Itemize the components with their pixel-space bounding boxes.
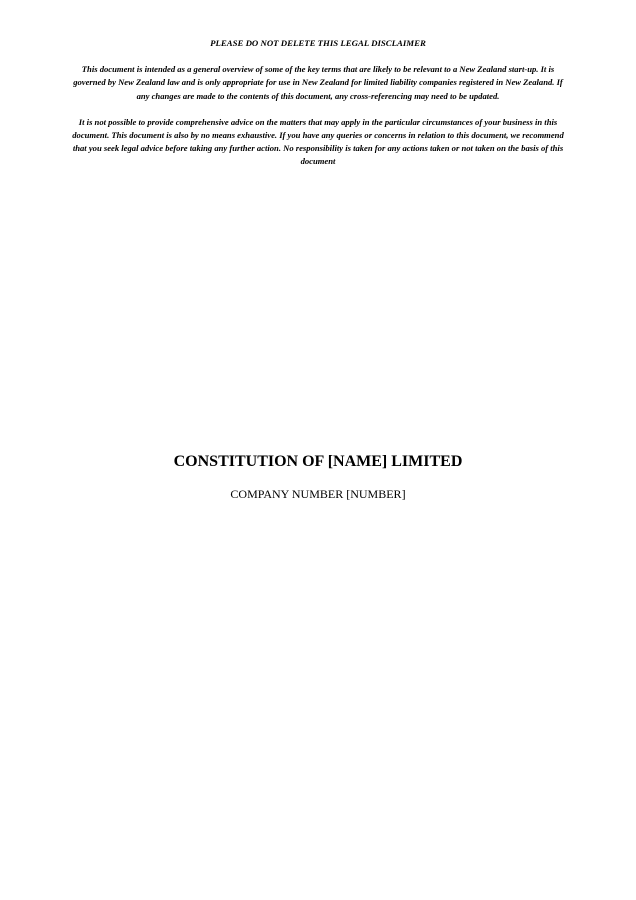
disclaimer-paragraph-2: It is not possible to provide comprehensive advice on the matters that may apply in the particular circumstances of your business in this document. This document is also by no means exhaustive. If you have any queries or concerns in relation to this document, we recommend that you seek legal advice before taking any further action. No responsibility is taken for any actions taken or not taken on the basis of this document xyxy=(72,116,564,167)
disclaimer-heading: PLEASE DO NOT DELETE THIS LEGAL DISCLAIMER xyxy=(210,38,426,48)
disclaimer-paragraph-1: This document is intended as a general overview of some of the key terms that are likely to be relevant to a New Zealand start-up. It is governed by New Zealand law and is only appropriate for use in New Zealand for limited liability companies registered in New Zealand. If any changes are made to the contents of this document, any cross-referencing may need to be updated. xyxy=(73,64,563,101)
company-number: COMPANY NUMBER [NUMBER] xyxy=(230,487,406,501)
legal-disclaimer xyxy=(70,37,566,182)
document-title: CONSTITUTION OF [NAME] LIMITED xyxy=(173,453,463,470)
